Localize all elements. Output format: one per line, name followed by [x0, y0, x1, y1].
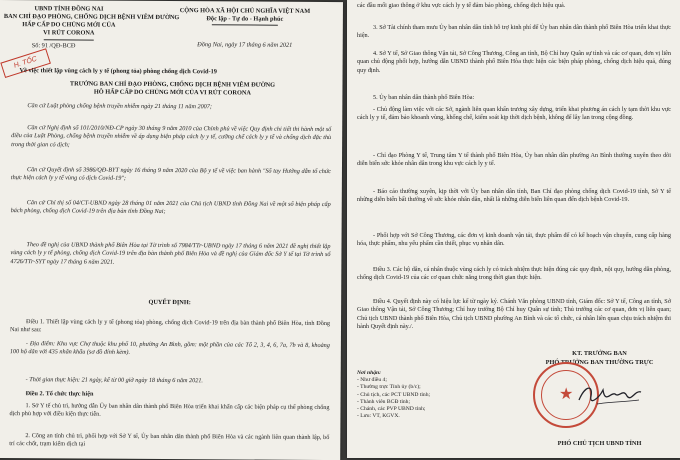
- org-name: UBND TỈNH ĐỒNG NAI BAN CHỈ ĐẠO PHÒNG, CHỐNG DỊCH BỆNH VIÊM ĐƯỜNG HẤP CẤP DO CHỦNG MỚI CỦA VI RÚT CORONA: [3, 5, 180, 37]
- decision-heading: QUYẾT ĐỊNH:: [148, 298, 191, 307]
- document-subject: Về việc thiết lập vùng cách ly y tế (phong tỏa) phòng chống dịch Covid-19: [19, 67, 217, 76]
- signature: [575, 378, 645, 412]
- proposal-basis: Theo đề nghị của UBND thành phố Biên Hòa tại Tờ trình số 7984/TTr-UBND ngày 17 tháng 6 năm 2021 đề nghị thiết lập vùng cách ly y tế phòng, chống dịch Covid-19 trên địa bàn thành phố Biên Hòa và đề nghị của Giám đốc Sở Y tế tại Tờ trình số 4726/TTr-SYT ngày 17 tháng 6 năm 2021.: [10, 241, 331, 266]
- legal-basis-1: Căn cứ Luật phòng chống bệnh truyền nhiễm ngày 21 tháng 11 năm 2007;: [27, 102, 212, 111]
- article-1: Điều 1. Thiết lập vùng cách ly y tế (phong tỏa) phòng, chống dịch Covid-19 trên địa bàn thành phố Biên Hòa, tỉnh Đồng Nai như sau:: [9, 318, 331, 334]
- sign-authority: KT. TRƯỞNG BAN: [572, 350, 627, 357]
- national-title: CỘNG HÒA XÃ HỘI CHỦ NGHĨA VIỆT NAM: [179, 7, 311, 15]
- document-number: Số: 91 /QĐ-BCĐ: [31, 42, 76, 50]
- issuer-title: TRƯỞNG BAN CHỈ ĐẠO PHÒNG, CHỐNG DỊCH BỆNH VIÊM ĐƯỜNG HÔ HẤP CẤP DO CHỦNG MỚI CỦA VI RÚT CORONA: [69, 80, 276, 97]
- recipients-list: Nơi nhận: - Như điều 4; - Thường trực Tỉnh ủy (b/c); - Chủ tịch, các PCT UBND tỉnh; - Thành viên BCĐ tỉnh; - Chánh, các PVP UBND tỉnh; - Lưu: VT, KGVX.: [357, 370, 431, 420]
- item-3: 3. Sở Tài chính tham mưu Ủy ban nhân dân tỉnh hỗ trợ kinh phí để Ủy ban nhân dân thành phố Biên Hòa triển khai thực hiện.: [357, 24, 671, 40]
- item-5a: - Chủ động làm việc với các Sở, ngành liên quan khẩn trương xây dựng, triển khai phương án cách ly tạm thời khu vực cách ly y tế, đảm bảo khoanh vùng, khống chế, kiểm soát kịp thời dịch bệnh, không để lây lan trong cộng đồng.: [357, 106, 671, 122]
- article-3: Điều 3. Các hộ dân, cá nhân thuộc vùng cách ly có trách nhiệm thực hiện đúng các quy định, nội quy, hướng dẫn phòng, chống dịch Covid-19 của các cơ quan chức năng trong thời gian thực hiện.: [357, 266, 671, 282]
- article-4: Điều 4. Quyết định này có hiệu lực kể từ ngày ký. Chánh Văn phòng UBND tỉnh, Giám đốc: Sở Y tế, Công an tỉnh, Sở Giao thông Vận tải, Sở Công Thương; Chỉ huy trưởng Bộ Chỉ huy Quân sự tỉnh; Thủ trưởng các cơ quan, đơn vị liên quan; Chủ tịch UBND thành phố Biên Hòa, Chủ tịch UBND phường An Bình và các tổ chức, cá nhân liên quan chịu trách nhiệm thi hành Quyết định này./.: [357, 298, 671, 331]
- article-2-item-2: 2. Công an tỉnh chủ trì, phối hợp với Sở Y tế, Ủy ban nhân dân thành phố Biên Hòa và các ngành liên quan thành lập, bố trí các chốt, trạm kiểm dịch tại: [9, 432, 330, 448]
- legal-basis-3: Căn cứ Quyết định số 3986/QĐ-BYT ngày 16 tháng 9 năm 2020 của Bộ y tế về việc ban hành "Sổ tay Hướng dẫn tổ chức thực hiện cách ly y tế vùng có dịch Covid-19";: [10, 166, 331, 183]
- legal-basis-2: Căn cứ Nghị định số 101/2010/NĐ-CP ngày 30 tháng 9 năm 2010 của Chính phủ về việc Quy định chi tiết thi hành một số điều của Luật Phòng, chống bệnh truyền nhiễm về áp dụng biện pháp cách ly y tế, cưỡng chế cách ly y tế và chống dịch đặc thù trong thời gian có dịch;: [11, 124, 332, 149]
- article-1-duration: - Thời gian thực hiện: 21 ngày, kể từ 00 giờ ngày 18 tháng 6 năm 2021.: [25, 376, 204, 385]
- document-page-right: [347, 0, 680, 458]
- item-5: 5. Ủy ban nhân dân thành phố Biên Hòa:: [373, 94, 475, 101]
- urgent-stamp: H. TỐC: [0, 48, 51, 78]
- national-motto: Độc lập - Tự do - Hạnh phúc: [206, 15, 284, 23]
- sign-role: PHÓ TRƯỞNG BAN THƯỜNG TRỰC: [545, 359, 654, 366]
- issue-date: Đồng Nai, ngày 17 tháng 6 năm 2021: [197, 41, 293, 49]
- article-2-item-1: 1. Sở Y tế chủ trì, hướng dẫn Ủy ban nhân dân thành phố Biên Hòa triển khai khẩn cấp các biện pháp cụ thể phòng chống dịch phù hợp với điều kiện thực tiễn.: [9, 402, 330, 419]
- star-icon: ★: [559, 386, 574, 403]
- continued-text: các đầu mối giao thông ở khu vực cách ly y tế đảm bảo phòng, chống dịch hiệu quả.: [357, 2, 566, 9]
- item-5d: - Phối hợp với Sở Công Thương, các đơn vị kinh doanh vận tải, thực phẩm để có kế hoạch vận chuyển, cung cấp hàng hóa, thực phẩm, nhu yếu phẩm cần thiết, phục vụ nhân dân.: [357, 232, 671, 248]
- item-5c: - Báo cáo thường xuyên, kịp thời với Ủy ban nhân dân tỉnh, Ban Chỉ đạo phòng chống dịch Covid-19 tỉnh, Sở Y tế những diễn biến bất thường về sức khỏe nhân dân, nhất là những diễn biến liên quan đến dịch bệnh Covid-19.: [357, 188, 671, 204]
- item-4: 4. Sở Y tế, Sở Giao thông Vận tải, Sở Công Thương, Công an tỉnh, Bộ Chỉ huy Quân sự tỉnh và các cơ quan, đơn vị liên quan chủ động phối hợp, hướng dẫn UBND thành phố Biên Hòa thực hiện các biện pháp phòng, chống dịch hiệu quả, đúng quy định.: [357, 50, 671, 74]
- legal-basis-4: Căn cứ Chỉ thị số 04/CT-UBND ngày 28 tháng 01 năm 2021 của Chủ tịch UBND tỉnh Đồng Nai về một số biện pháp cấp bách phòng, chống dịch Covid-19 trên địa bàn tỉnh Đồng Nai;: [10, 199, 331, 216]
- article-2-heading: Điều 2. Tổ chức thực hiện: [25, 390, 94, 398]
- article-1-location: - Địa điểm: Khu vực Chợ thuộc khu phố 10, phường An Bình, gồm: một phần của các Tổ 2, 3, 4, 6, 7a, 7b và 8, khoảng 100 hộ dân với 435 nhân khẩu (sơ đồ đính kèm).: [9, 340, 330, 357]
- item-5b: - Chỉ đạo Phòng Y tế, Trung tâm Y tế thành phố Biên Hòa, Ủy ban nhân dân phường An Bình thường xuyên theo dõi diễn biến sức khỏe nhân dân trong khu vực cách ly y tế.: [357, 152, 671, 168]
- sign-title: PHÓ CHỦ TỊCH UBND TỈNH: [557, 440, 642, 447]
